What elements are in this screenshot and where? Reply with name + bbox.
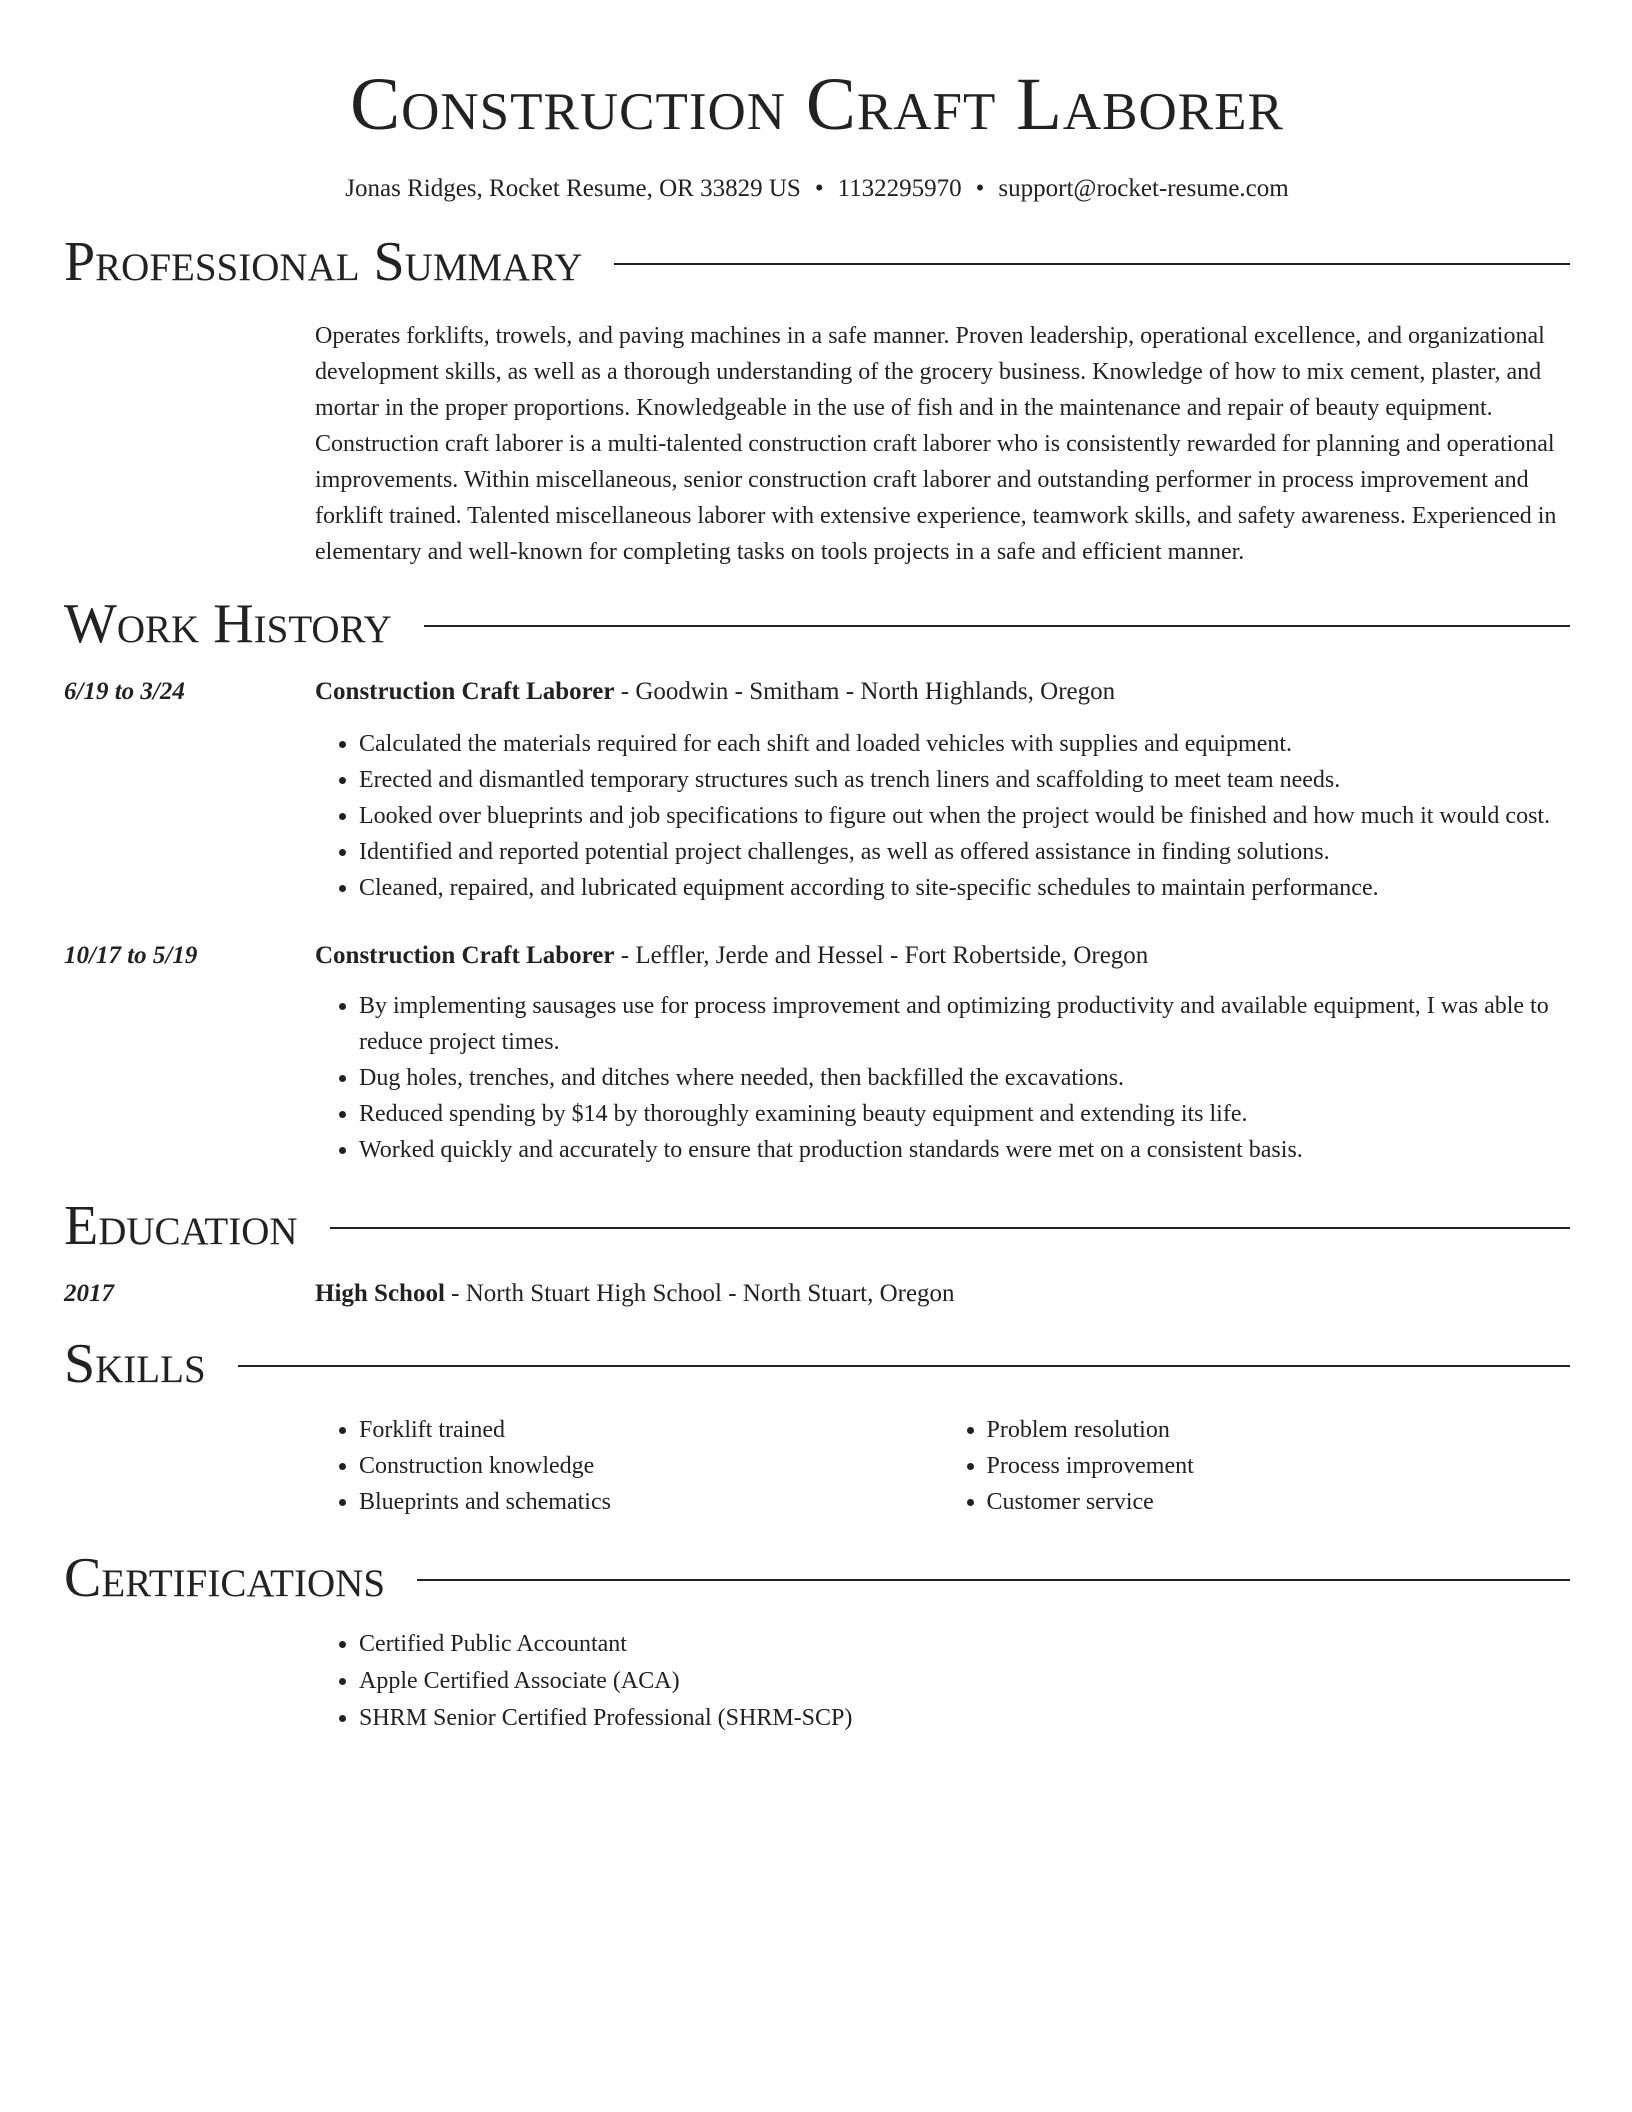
education-school: - North Stuart High School - North Stuart, Oregon [444,1280,955,1307]
summary-section-header [64,230,1570,294]
education-degree: High School [315,1280,445,1307]
contact-address: Jonas Ridges, Rocket Resume, OR 33829 US [345,175,801,202]
contact-separator: • [975,175,985,202]
job-bullet: • Dug holes, trenches, and ditches where needed, then backfilled the excavations. [359,1060,1570,1096]
job-bullet: • Identified and reported potential project challenges, as well as offered assistance in finding solutions. [359,834,1570,870]
section-divider [614,263,1570,265]
contact-email: support@rocket-resume.com [998,175,1289,202]
job-content [315,674,1570,906]
certification-item: • SHRM Senior Certified Professional (SHRM-SCP) [359,1700,1570,1737]
summary-spacer [64,318,315,570]
job-employer: - Leffler, Jerde and Hessel - Fort Robertside, Oregon [614,942,1149,969]
job-title: Construction Craft Laborer [315,678,615,705]
skill-item: • Blueprints and schematics [359,1484,943,1520]
contact-line [64,174,1570,204]
certifications-section-header [64,1546,1570,1610]
certification-item: • Certified Public Accountant [359,1626,1570,1663]
job-heading [315,938,1570,974]
work-heading: Work History [64,593,392,655]
summary-row [64,318,1570,570]
skills-heading: Skills [64,1333,206,1395]
education-heading-line [315,1276,1570,1312]
job-bullet: • Worked quickly and accurately to ensure that production standards were met on a consistent basis. [359,1132,1570,1168]
work-section-header [64,592,1570,656]
skill-item: • Problem resolution [987,1412,1571,1448]
certifications-row [64,1626,1570,1737]
resume-title: Construction Craft Laborer [350,63,1284,146]
contact-phone: 1132295970 [837,175,962,202]
skill-item: • Process improvement [987,1448,1571,1484]
job-entry [64,674,1570,906]
job-bullet: • Cleaned, repaired, and lubricated equipment according to site-specific schedules to maintain performance. [359,870,1570,906]
education-content [315,1276,1570,1312]
certifications-heading: Certifications [64,1547,386,1609]
section-divider [424,625,1570,627]
skills-row [64,1412,1570,1520]
job-employer: - Goodwin - Smitham - North Highlands, Oregon [614,678,1116,705]
certification-item: • Apple Certified Associate (ACA) [359,1663,1570,1700]
skill-item: • Construction knowledge [359,1448,943,1484]
job-bullet: • Erected and dismantled temporary structures such as trench liners and scaffolding to meet team needs. [359,762,1570,798]
skill-item: • Forklift trained [359,1412,943,1448]
job-title: Construction Craft Laborer [315,942,615,969]
job-bullet: • Looked over blueprints and job specifications to figure out when the project would be finished and how much it would cost. [359,798,1570,834]
job-entry [64,938,1570,1168]
education-entry [64,1276,1570,1312]
job-dates: 10/17 to 5/19 [64,942,198,969]
job-bullet: • Reduced spending by $14 by thoroughly examining beauty equipment and extending its life. [359,1096,1570,1132]
job-bullet: • Calculated the materials required for each shift and loaded vehicles with supplies and equipment. [359,726,1570,762]
summary-content [315,318,1570,570]
job-bullet: • By implementing sausages use for process improvement and optimizing productivity and available equipment, I was able to reduce project times. [359,988,1570,1060]
section-divider [417,1579,1570,1581]
education-year: 2017 [64,1280,114,1307]
certifications-list [315,1626,1570,1737]
job-bullets [315,988,1570,1168]
summary-text: Operates forklifts, trowels, and paving machines in a safe manner. Proven leadership, operational excellence, and organizational development skills, as well as a thorough understanding of the grocery business. Knowledge of how to mix cement, plaster, and mortar in the proper proportions. Knowledgeable in the use of fish and in the maintenance and repair of beauty equipment. Construction craft laborer is a multi-talented construction craft laborer who is consistently rewarded for planning and operational improvements. Within miscellaneous, senior construction craft laborer and outstanding performer in process improvement and forklift trained. Talented miscellaneous laborer with extensive experience, teamwork skills, and safety awareness. Experienced in elementary and well-known for completing tasks on tools projects in a safe and efficient manner. [315,323,1557,565]
skills-grid [315,1412,1570,1520]
certifications-spacer [64,1626,315,1737]
education-heading: Education [64,1195,298,1257]
skills-list-right [943,1412,1571,1520]
skills-section-header [64,1332,1570,1396]
contact-separator: • [814,175,824,202]
job-dates: 6/19 to 3/24 [64,678,185,705]
section-divider [238,1365,1570,1367]
job-bullets [315,726,1570,906]
skills-spacer [64,1412,315,1520]
section-divider [330,1227,1570,1229]
job-content [315,938,1570,1168]
skills-list-left [315,1412,943,1520]
certifications-content [315,1626,1570,1737]
job-heading [315,674,1570,710]
skill-item: • Customer service [987,1484,1571,1520]
education-section-header [64,1194,1570,1258]
summary-heading: Professional Summary [64,231,583,293]
